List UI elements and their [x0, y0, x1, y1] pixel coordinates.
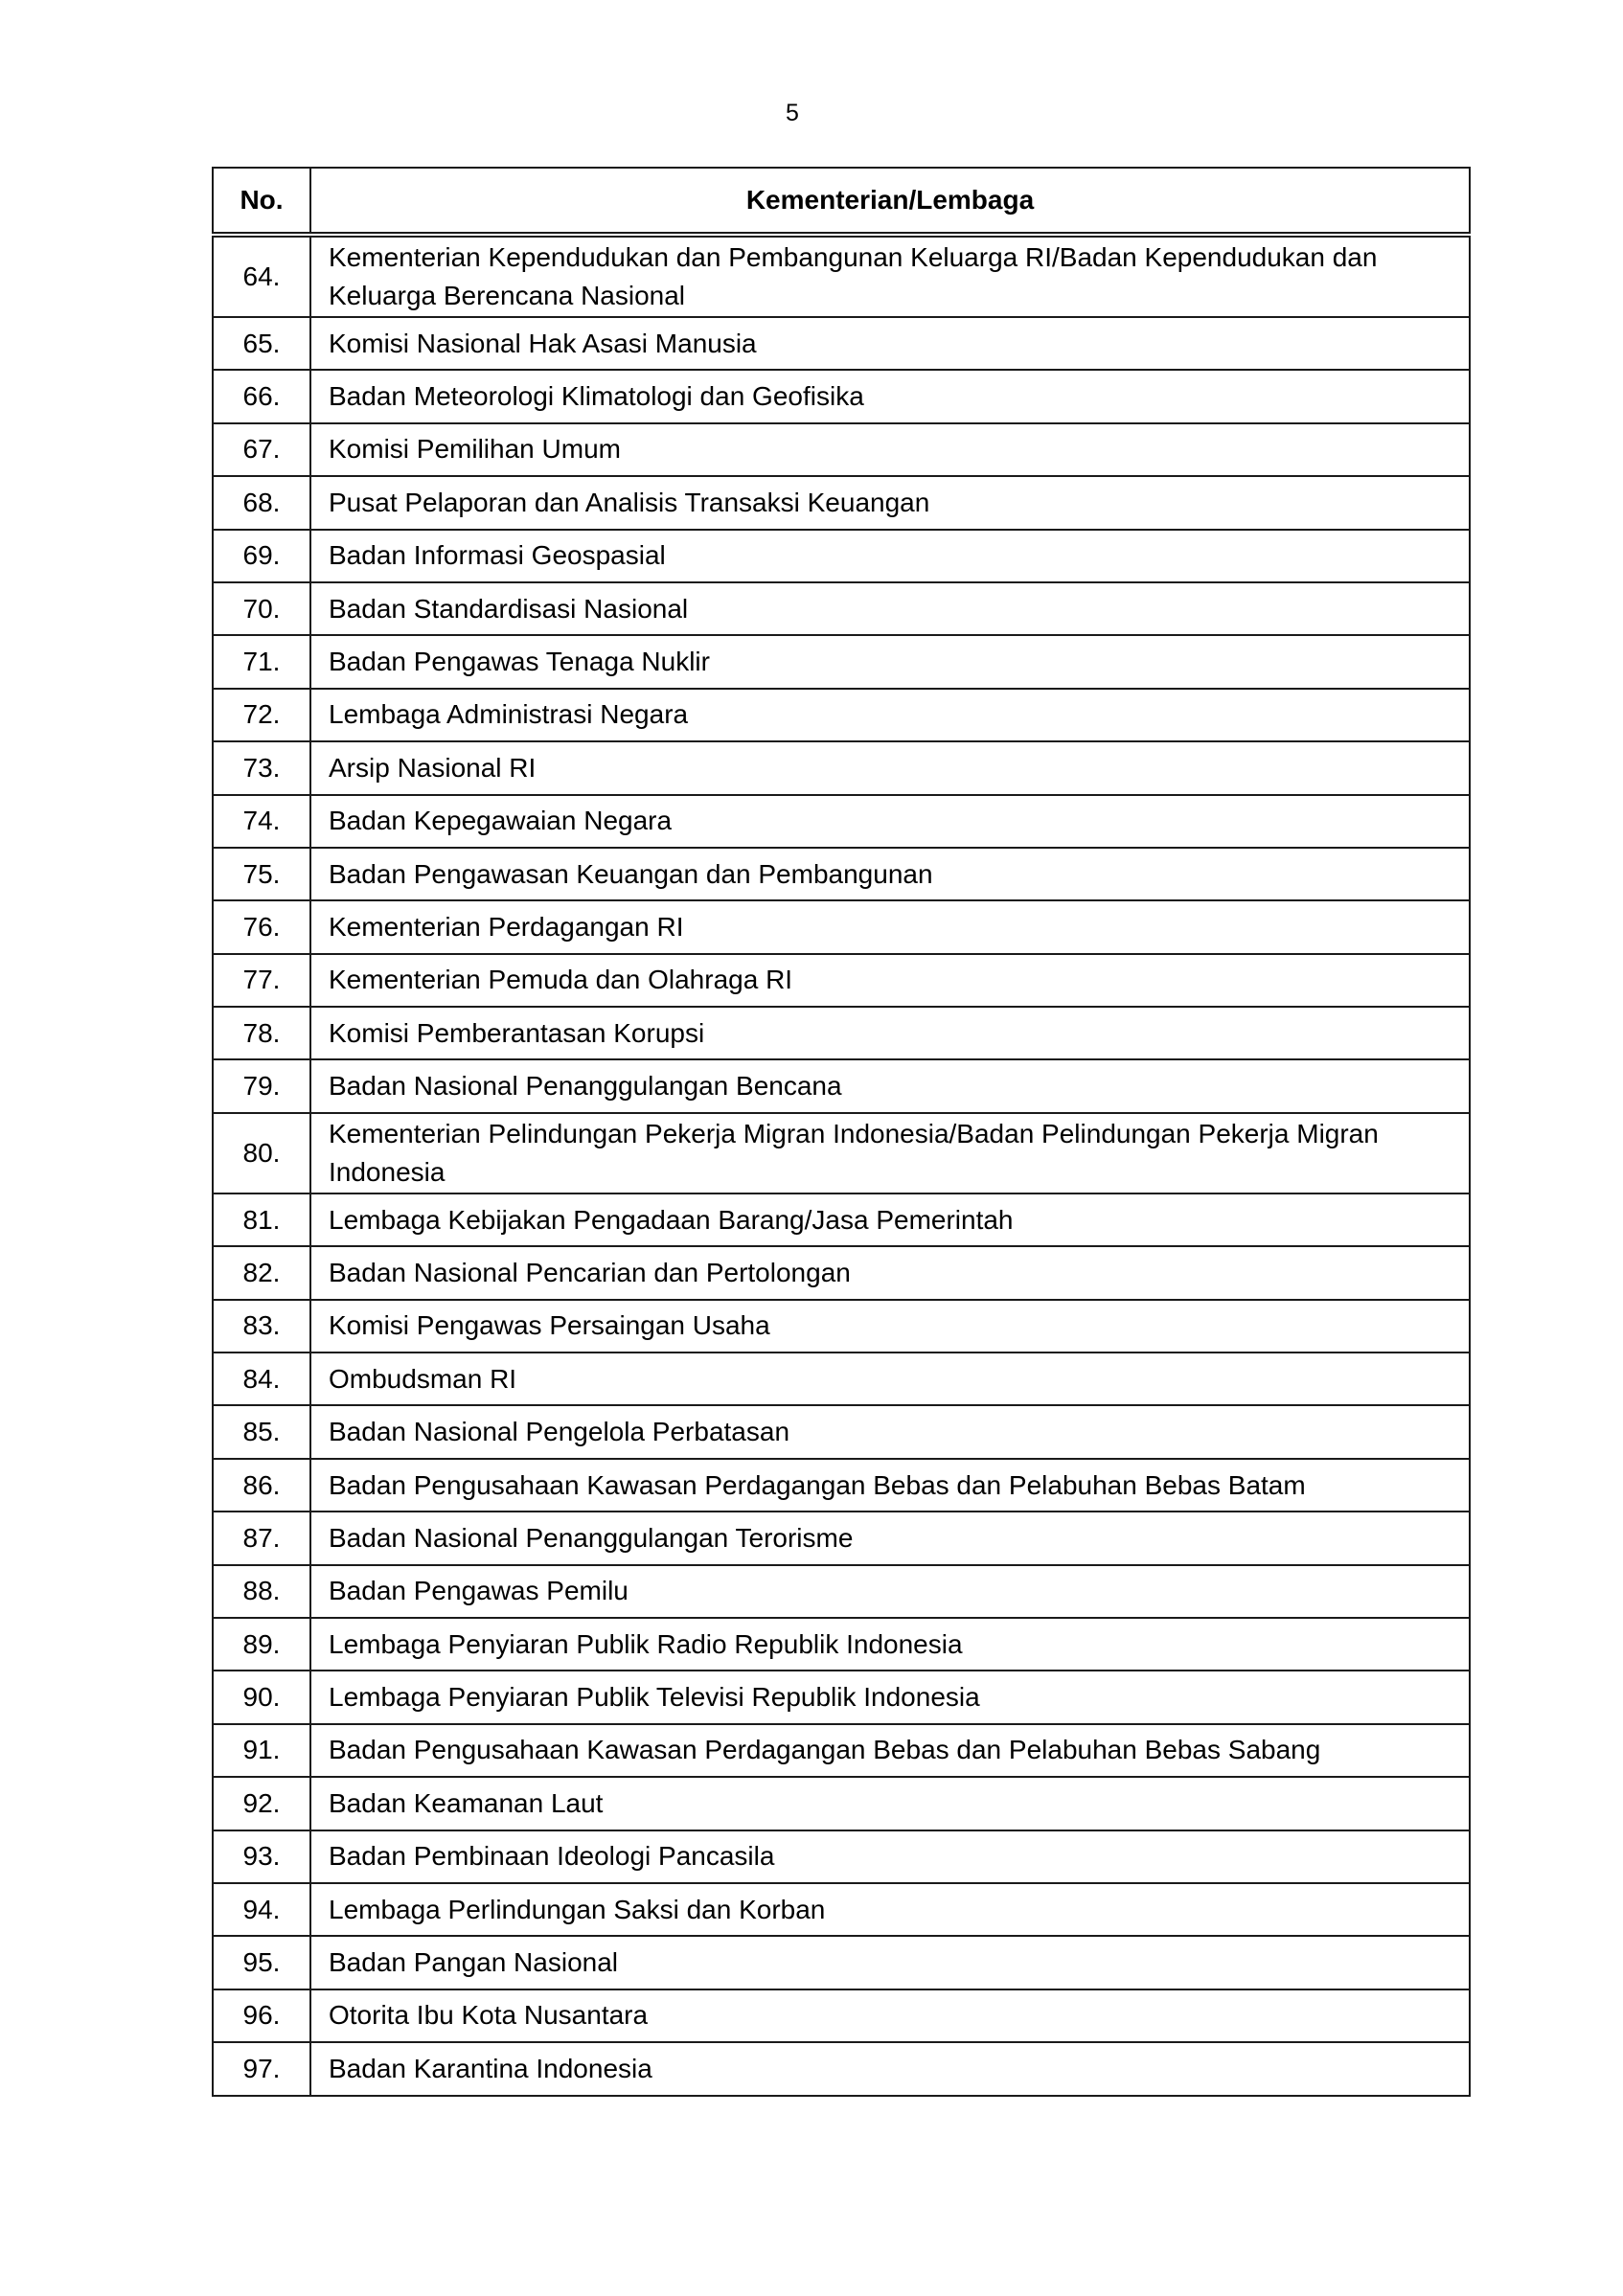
institution-name: Badan Pengawasan Keuangan dan Pembangunan: [310, 848, 1470, 900]
row-number: 80.: [213, 1113, 310, 1193]
row-number: 75.: [213, 848, 310, 900]
table-row: [213, 1007, 1470, 1059]
institution-name: Badan Nasional Penanggulangan Terorisme: [310, 1512, 1470, 1564]
institution-name: Arsip Nasional RI: [310, 741, 1470, 794]
institution-name: Kementerian Perdagangan RI: [310, 900, 1470, 953]
row-number: 87.: [213, 1512, 310, 1564]
table-row: [213, 1113, 1470, 1193]
table-row: [213, 1300, 1470, 1353]
institution-name: Badan Kepegawaian Negara: [310, 795, 1470, 848]
row-number: 77.: [213, 954, 310, 1007]
table-row: [213, 848, 1470, 900]
row-number: 96.: [213, 1989, 310, 2042]
table-row: [213, 954, 1470, 1007]
institution-name: Badan Pengawas Pemilu: [310, 1565, 1470, 1618]
column-header-ministry-institution: Kementerian/Lembaga: [310, 168, 1470, 235]
institution-name: Badan Informasi Geospasial: [310, 530, 1470, 582]
institution-name: Lembaga Kebijakan Pengadaan Barang/Jasa Pemerintah: [310, 1193, 1470, 1246]
institution-name: Pusat Pelaporan dan Analisis Transaksi Keuangan: [310, 476, 1470, 529]
table-row: [213, 1405, 1470, 1458]
institution-name: Otorita Ibu Kota Nusantara: [310, 1989, 1470, 2042]
table-row: [213, 2042, 1470, 2095]
institution-name: Komisi Pengawas Persaingan Usaha: [310, 1300, 1470, 1353]
row-number: 64.: [213, 235, 310, 317]
row-number: 90.: [213, 1671, 310, 1723]
row-number: 66.: [213, 370, 310, 422]
row-number: 84.: [213, 1353, 310, 1405]
institution-name: Badan Pangan Nasional: [310, 1936, 1470, 1989]
table-row: [213, 1724, 1470, 1777]
institution-name: Lembaga Penyiaran Publik Televisi Republik Indonesia: [310, 1671, 1470, 1723]
institution-name: Lembaga Perlindungan Saksi dan Korban: [310, 1883, 1470, 1936]
row-number: 88.: [213, 1565, 310, 1618]
row-number: 78.: [213, 1007, 310, 1059]
institution-name: Ombudsman RI: [310, 1353, 1470, 1405]
table-row: [213, 582, 1470, 635]
row-number: 89.: [213, 1618, 310, 1671]
row-number: 65.: [213, 317, 310, 370]
row-number: 85.: [213, 1405, 310, 1458]
table-row: [213, 1353, 1470, 1405]
institution-name: Komisi Pemilihan Umum: [310, 423, 1470, 476]
row-number: 82.: [213, 1246, 310, 1299]
table-row: [213, 1618, 1470, 1671]
column-header-no: No.: [213, 168, 310, 235]
row-number: 91.: [213, 1724, 310, 1777]
row-number: 70.: [213, 582, 310, 635]
institution-name: Badan Keamanan Laut: [310, 1777, 1470, 1830]
row-number: 79.: [213, 1059, 310, 1112]
institution-name: Badan Pengawas Tenaga Nuklir: [310, 635, 1470, 688]
table-row: [213, 1883, 1470, 1936]
ministry-institution-table: [212, 167, 1471, 2097]
table-row: [213, 1246, 1470, 1299]
row-number: 76.: [213, 900, 310, 953]
institution-name: Komisi Nasional Hak Asasi Manusia: [310, 317, 1470, 370]
table-row: [213, 530, 1470, 582]
institution-name: Badan Pengusahaan Kawasan Perdagangan Bebas dan Pelabuhan Bebas Sabang: [310, 1724, 1470, 1777]
row-number: 94.: [213, 1883, 310, 1936]
table-row: [213, 423, 1470, 476]
row-number: 73.: [213, 741, 310, 794]
row-number: 71.: [213, 635, 310, 688]
institution-name: Badan Pengusahaan Kawasan Perdagangan Bebas dan Pelabuhan Bebas Batam: [310, 1459, 1470, 1512]
institution-name: Badan Meteorologi Klimatologi dan Geofisika: [310, 370, 1470, 422]
table-row: [213, 1830, 1470, 1883]
table-header-row: [213, 168, 1470, 235]
table-row: [213, 1512, 1470, 1564]
table-row: [213, 1777, 1470, 1830]
table-row: [213, 900, 1470, 953]
table-row: [213, 635, 1470, 688]
institution-name: Lembaga Administrasi Negara: [310, 689, 1470, 741]
table-row: [213, 1193, 1470, 1246]
row-number: 92.: [213, 1777, 310, 1830]
table-row: [213, 1459, 1470, 1512]
institution-name: Badan Pembinaan Ideologi Pancasila: [310, 1830, 1470, 1883]
table-row: [213, 689, 1470, 741]
page-number: 5: [786, 100, 799, 126]
row-number: 83.: [213, 1300, 310, 1353]
institution-name: Komisi Pemberantasan Korupsi: [310, 1007, 1470, 1059]
table-row: [213, 1059, 1470, 1112]
table-row: [213, 741, 1470, 794]
row-number: 95.: [213, 1936, 310, 1989]
table-row: [213, 795, 1470, 848]
institution-name: Lembaga Penyiaran Publik Radio Republik Indonesia: [310, 1618, 1470, 1671]
table-row: [213, 1671, 1470, 1723]
table-row: [213, 1989, 1470, 2042]
row-number: 68.: [213, 476, 310, 529]
table-row: [213, 317, 1470, 370]
institution-name: Kementerian Pemuda dan Olahraga RI: [310, 954, 1470, 1007]
institution-name: Badan Nasional Penanggulangan Bencana: [310, 1059, 1470, 1112]
institution-name: Kementerian Pelindungan Pekerja Migran Indonesia/Badan Pelindungan Pekerja Migran Indonesia: [310, 1113, 1470, 1193]
institution-name: Badan Karantina Indonesia: [310, 2042, 1470, 2095]
row-number: 97.: [213, 2042, 310, 2095]
table-row: [213, 1936, 1470, 1989]
row-number: 86.: [213, 1459, 310, 1512]
table-row: [213, 1565, 1470, 1618]
row-number: 69.: [213, 530, 310, 582]
institution-name: Badan Standardisasi Nasional: [310, 582, 1470, 635]
table-row: [213, 235, 1470, 317]
table-row: [213, 370, 1470, 422]
row-number: 67.: [213, 423, 310, 476]
row-number: 81.: [213, 1193, 310, 1246]
institution-name: Badan Nasional Pencarian dan Pertolongan: [310, 1246, 1470, 1299]
institution-name: Kementerian Kependudukan dan Pembangunan Keluarga RI/Badan Kependudukan dan Keluarga Berencana Nasional: [310, 235, 1470, 317]
row-number: 74.: [213, 795, 310, 848]
institution-name: Badan Nasional Pengelola Perbatasan: [310, 1405, 1470, 1458]
row-number: 93.: [213, 1830, 310, 1883]
row-number: 72.: [213, 689, 310, 741]
table-row: [213, 476, 1470, 529]
